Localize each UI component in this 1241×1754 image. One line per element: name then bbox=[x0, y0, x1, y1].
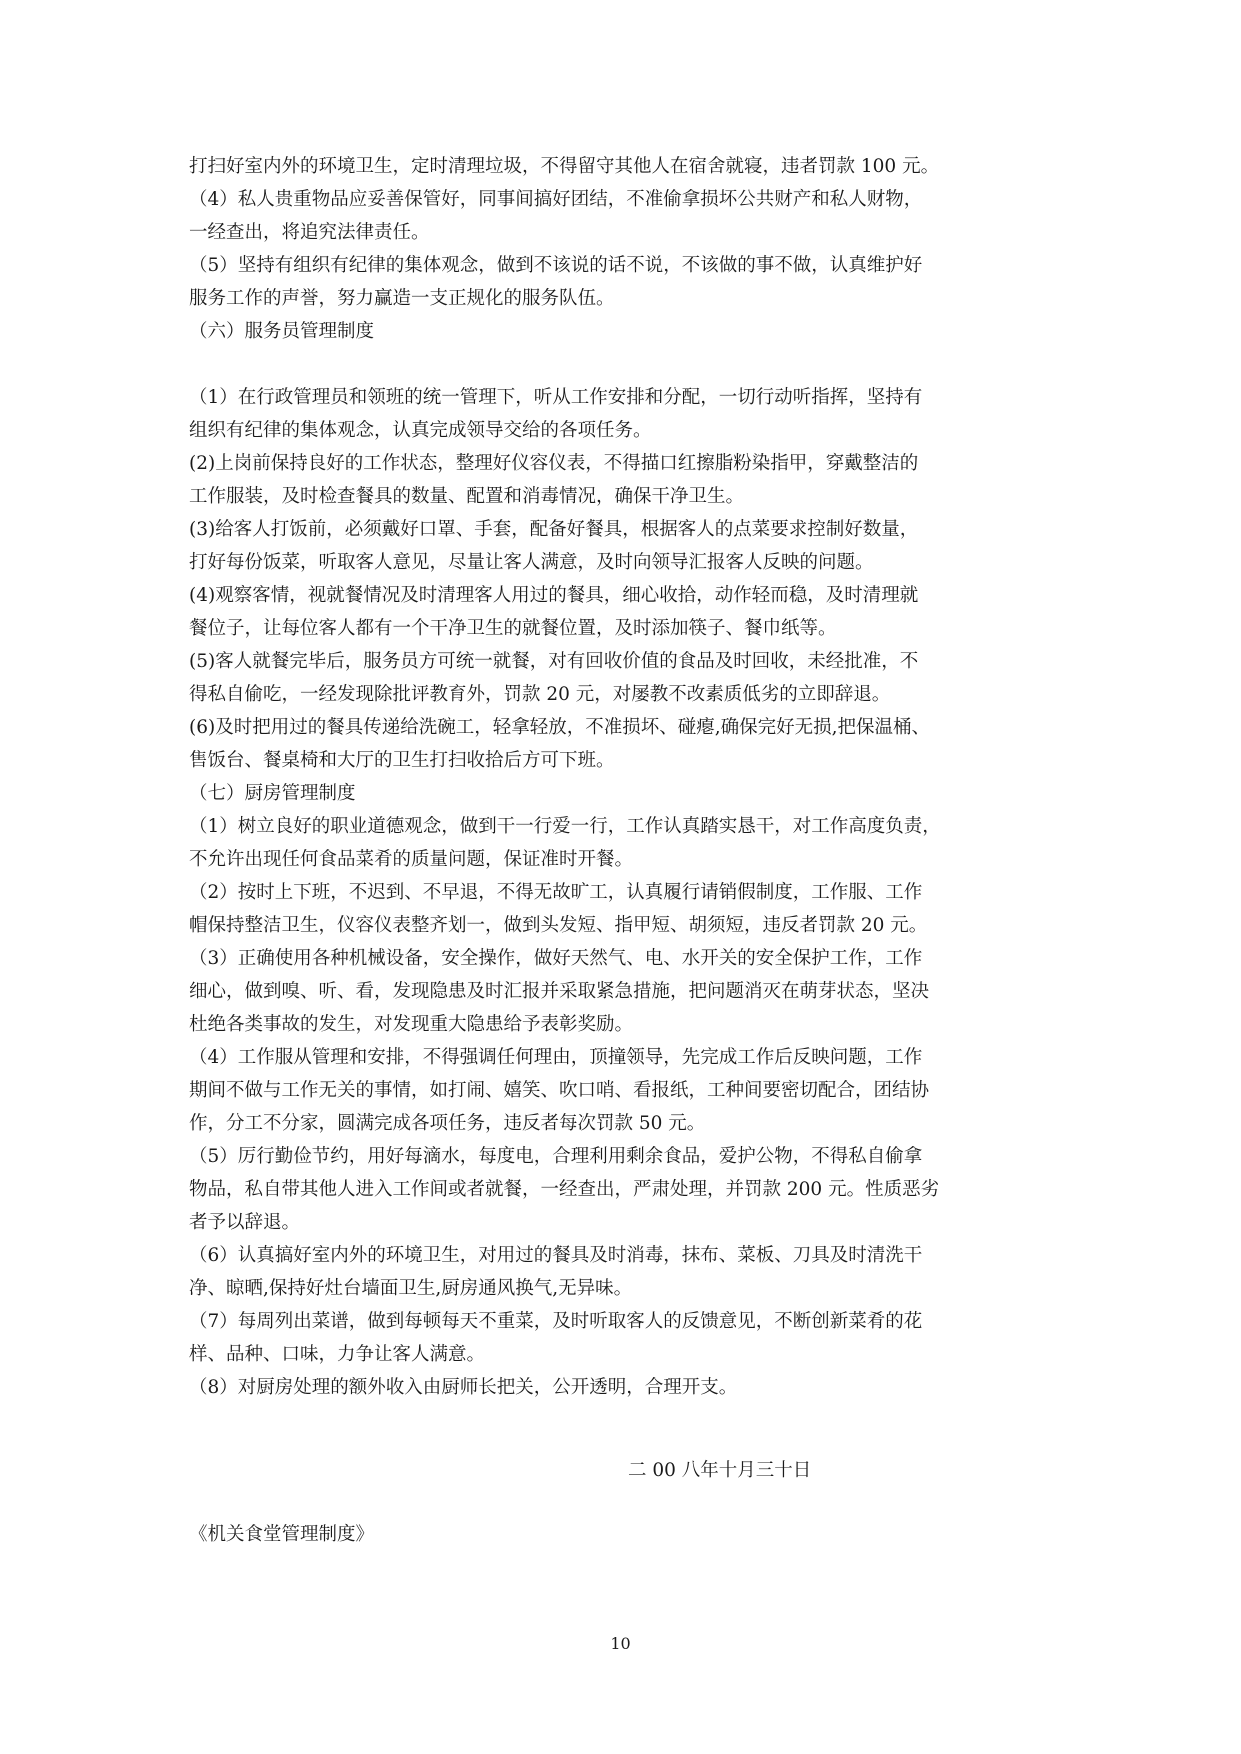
text-line: （4）工作服从管理和安排，不得强调任何理由，顶撞领导，先完成工作后反映问题，工作 bbox=[189, 1047, 923, 1068]
text-line: 工作服装，及时检查餐具的数量、配置和消毒情况，确保干净卫生。 bbox=[189, 486, 745, 507]
text-line: (2)上岗前保持良好的工作状态，整理好仪容仪表，不得描口红擦脂粉染指甲，穿戴整洁的 bbox=[189, 453, 919, 474]
text-line: （1）树立良好的职业道德观念，做到干一行爱一行，工作认真踏实恳干，对工作高度负责， bbox=[189, 816, 941, 837]
text-line: （七）厨房管理制度 bbox=[189, 783, 356, 804]
text-line: 得私自偷吃，一经发现除批评教育外，罚款 20 元，对屡教不改素质低劣的立即辞退。 bbox=[189, 684, 891, 705]
text-line: （5）厉行勤俭节约，用好每滴水，每度电，合理利用剩余食品，爱护公物，不得私自偷拿 bbox=[189, 1146, 923, 1167]
text-line: （8）对厨房处理的额外收入由厨师长把关，公开透明，合理开支。 bbox=[189, 1377, 738, 1398]
text-line: (3)给客人打饭前，必须戴好口罩、手套，配备好餐具，根据客人的点菜要求控制好数量， bbox=[189, 519, 919, 540]
document-title-reference: 《机关食堂管理制度》 bbox=[189, 1524, 375, 1545]
text-line: 不允许出现任何食品菜肴的质量问题，保证准时开餐。 bbox=[189, 849, 634, 870]
text-line: 打扫好室内外的环境卫生，定时清理垃圾，不得留守其他人在宿舍就寝，违者罚款 100 元。 bbox=[189, 156, 940, 177]
text-line: 服务工作的声誉，努力赢造一支正规化的服务队伍。 bbox=[189, 288, 615, 309]
text-line: 净、晾晒,保持好灶台墙面卫生,厨房通风换气,无异味。 bbox=[189, 1278, 633, 1299]
text-line: 样、品种、口味，力争让客人满意。 bbox=[189, 1344, 486, 1365]
signature-date: 二 00 八年十月三十日 bbox=[628, 1460, 812, 1481]
page-number: 10 bbox=[610, 1634, 631, 1653]
text-line: (4)观察客情，视就餐情况及时清理客人用过的餐具，细心收拾，动作轻而稳，及时清理就 bbox=[189, 585, 919, 606]
text-line: 组织有纪律的集体观念，认真完成领导交给的各项任务。 bbox=[189, 420, 652, 441]
text-line: 作，分工不分家，圆满完成各项任务，违反者每次罚款 50 元。 bbox=[189, 1113, 706, 1134]
text-line: （4）私人贵重物品应妥善保管好，同事间搞好团结，不准偷拿损坏公共财产和私人财物， bbox=[189, 189, 923, 210]
blank-line bbox=[189, 348, 1054, 381]
text-line: （1）在行政管理员和领班的统一管理下，听从工作安排和分配，一切行动听指挥，坚持有 bbox=[189, 387, 923, 408]
text-line: (5)客人就餐完毕后，服务员方可统一就餐，对有回收价值的食品及时回收，未经批准，不 bbox=[189, 651, 919, 672]
body-text bbox=[189, 150, 1054, 1404]
text-line: 餐位子，让每位客人都有一个干净卫生的就餐位置，及时添加筷子、餐巾纸等。 bbox=[189, 618, 837, 639]
text-line: （7）每周列出菜谱，做到每顿每天不重菜，及时听取客人的反馈意见，不断创新菜肴的花 bbox=[189, 1311, 923, 1332]
text-line: （6）认真搞好室内外的环境卫生，对用过的餐具及时消毒，抹布、菜板、刀具及时清洗干 bbox=[189, 1245, 923, 1266]
text-line: 细心，做到嗅、听、看，发现隐患及时汇报并采取紧急措施，把问题消灭在萌芽状态，坚决 bbox=[189, 981, 930, 1002]
text-line: （5）坚持有组织有纪律的集体观念，做到不该说的话不说，不该做的事不做，认真维护好 bbox=[189, 255, 923, 276]
text-line: 杜绝各类事故的发生，对发现重大隐患给予表彰奖励。 bbox=[189, 1014, 634, 1035]
text-line: (6)及时把用过的餐具传递给洗碗工，轻拿轻放，不准损坏、碰瘪,确保完好无损,把保温桶、 bbox=[189, 717, 930, 738]
text-line: 帽保持整洁卫生，仪容仪表整齐划一，做到头发短、指甲短、胡须短，违反者罚款 20 元。 bbox=[189, 915, 928, 936]
text-line: （2）按时上下班，不迟到、不早退，不得无故旷工，认真履行请销假制度，工作服、工作 bbox=[189, 882, 923, 903]
text-line: 打好每份饭菜，听取客人意见，尽量让客人满意，及时向领导汇报客人反映的问题。 bbox=[189, 552, 874, 573]
text-line: 者予以辞退。 bbox=[189, 1212, 301, 1233]
text-line: （六）服务员管理制度 bbox=[189, 321, 375, 342]
text-line: 物品，私自带其他人进入工作间或者就餐，一经查出，严肃处理，并罚款 200 元。性质恶劣 bbox=[189, 1179, 940, 1200]
text-line: （3）正确使用各种机械设备，安全操作，做好天然气、电、水开关的安全保护工作，工作 bbox=[189, 948, 923, 969]
text-line: 售饭台、餐桌椅和大厅的卫生打扫收拾后方可下班。 bbox=[189, 750, 615, 771]
text-line: 期间不做与工作无关的事情，如打闹、嬉笑、吹口哨、看报纸，工种间要密切配合，团结协 bbox=[189, 1080, 930, 1101]
text-line: 一经查出，将追究法律责任。 bbox=[189, 222, 430, 243]
